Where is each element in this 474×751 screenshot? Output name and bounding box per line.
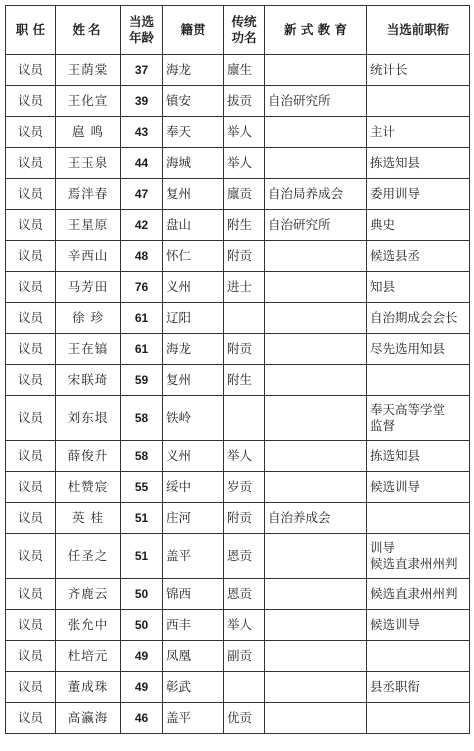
- position-line: 拣选知县: [370, 448, 421, 463]
- cell-education: [265, 117, 367, 148]
- position-line: 候选县丞: [370, 248, 421, 263]
- cell-age: 58: [121, 441, 163, 472]
- table-row: [6, 579, 470, 610]
- cell-native: 铁岭: [163, 396, 224, 441]
- position-line: 候选直隶州州判: [370, 556, 458, 571]
- cell-age: 55: [121, 472, 163, 503]
- cell-name: 薛俊升: [56, 441, 121, 472]
- cell-role: 议员: [6, 703, 56, 734]
- cell-title: [224, 396, 265, 441]
- cell-title: 附贡: [224, 334, 265, 365]
- cell-education: [265, 148, 367, 179]
- table-row: [6, 179, 470, 210]
- cell-native: 复州: [163, 365, 224, 396]
- position-line: 知县: [370, 279, 396, 294]
- position-line: 监督: [370, 418, 396, 433]
- cell-native: 奉天: [163, 117, 224, 148]
- cell-native: 彰武: [163, 672, 224, 703]
- cell-native: 海城: [163, 148, 224, 179]
- cell-name: 王玉泉: [56, 148, 121, 179]
- cell-native: 辽阳: [163, 303, 224, 334]
- header-name: 姓名: [56, 6, 121, 55]
- position-line: 候选训导: [370, 617, 421, 632]
- table-row: [6, 303, 470, 334]
- table-row: [6, 210, 470, 241]
- cell-title: [224, 672, 265, 703]
- cell-name: 辛西山: [56, 241, 121, 272]
- cell-name: 董成珠: [56, 672, 121, 703]
- cell-title: 恩贡: [224, 579, 265, 610]
- position-line: 训导: [370, 540, 396, 555]
- cell-role: 议员: [6, 303, 56, 334]
- position-line: 委用训导: [370, 186, 421, 201]
- cell-title: 附贡: [224, 503, 265, 534]
- cell-native: 西丰: [163, 610, 224, 641]
- table-row: [6, 86, 470, 117]
- cell-title: 附生: [224, 365, 265, 396]
- header-title: [224, 6, 265, 55]
- cell-title: 附生: [224, 210, 265, 241]
- cell-age: 59: [121, 365, 163, 396]
- position-line: 主计: [370, 124, 396, 139]
- cell-position: [367, 396, 470, 441]
- cell-name: 杜赞宸: [56, 472, 121, 503]
- cell-age: 39: [121, 86, 163, 117]
- cell-position: [367, 241, 470, 272]
- cell-position: [367, 365, 470, 396]
- cell-role: 议员: [6, 210, 56, 241]
- cell-position: [367, 334, 470, 365]
- cell-position: [367, 55, 470, 86]
- cell-role: 议员: [6, 579, 56, 610]
- cell-role: 议员: [6, 148, 56, 179]
- cell-age: 76: [121, 272, 163, 303]
- position-line: 县丞职衔: [370, 679, 421, 694]
- cell-name: 英 桂: [56, 503, 121, 534]
- header-native: 籍贯: [163, 6, 224, 55]
- cell-education: [265, 55, 367, 86]
- position-line: 统计长: [370, 62, 408, 77]
- cell-role: 议员: [6, 503, 56, 534]
- table-row: [6, 472, 470, 503]
- cell-name: 齐鹿云: [56, 579, 121, 610]
- cell-age: 47: [121, 179, 163, 210]
- cell-age: 50: [121, 610, 163, 641]
- table-row: [6, 641, 470, 672]
- cell-native: 庄河: [163, 503, 224, 534]
- cell-age: 61: [121, 303, 163, 334]
- table-row: [6, 534, 470, 579]
- table-row: [6, 117, 470, 148]
- cell-native: 海龙: [163, 334, 224, 365]
- cell-education: [265, 441, 367, 472]
- cell-native: 凤凰: [163, 641, 224, 672]
- header-age-line1: 当选: [128, 14, 154, 29]
- header-title-line2: 功名: [231, 30, 257, 45]
- cell-name: 王化宣: [56, 86, 121, 117]
- table-row: [6, 148, 470, 179]
- cell-title: 拔贡: [224, 86, 265, 117]
- cell-position: [367, 179, 470, 210]
- cell-native: 盖平: [163, 703, 224, 734]
- header-role: 职 任: [6, 6, 56, 55]
- cell-age: 50: [121, 579, 163, 610]
- cell-name: 杜培元: [56, 641, 121, 672]
- cell-age: 44: [121, 148, 163, 179]
- cell-native: 义州: [163, 272, 224, 303]
- cell-title: 举人: [224, 610, 265, 641]
- cell-position: [367, 472, 470, 503]
- cell-title: [224, 303, 265, 334]
- cell-role: 议员: [6, 610, 56, 641]
- cell-role: 议员: [6, 641, 56, 672]
- table-row: [6, 241, 470, 272]
- position-line: 候选训导: [370, 479, 421, 494]
- cell-title: 举人: [224, 117, 265, 148]
- cell-title: 副贡: [224, 641, 265, 672]
- cell-name: 王星原: [56, 210, 121, 241]
- cell-age: 42: [121, 210, 163, 241]
- cell-role: 议员: [6, 441, 56, 472]
- header-row: [6, 6, 470, 55]
- cell-education: [265, 303, 367, 334]
- cell-position: [367, 117, 470, 148]
- cell-name: 宋联琦: [56, 365, 121, 396]
- cell-position: [367, 610, 470, 641]
- cell-role: 议员: [6, 55, 56, 86]
- cell-role: 议员: [6, 472, 56, 503]
- cell-native: 盘山: [163, 210, 224, 241]
- cell-education: [265, 610, 367, 641]
- table-row: [6, 503, 470, 534]
- cell-role: 议员: [6, 179, 56, 210]
- header-position: 当选前职衔: [367, 6, 470, 55]
- cell-education: [265, 272, 367, 303]
- cell-role: 议员: [6, 86, 56, 117]
- cell-native: 绥中: [163, 472, 224, 503]
- cell-title: 举人: [224, 441, 265, 472]
- header-title-line1: 传统: [231, 14, 257, 29]
- cell-name: 高瀛海: [56, 703, 121, 734]
- header-age: [121, 6, 163, 55]
- cell-education: [265, 396, 367, 441]
- cell-name: 焉泮春: [56, 179, 121, 210]
- cell-title: 附贡: [224, 241, 265, 272]
- cell-name: 马芳田: [56, 272, 121, 303]
- cell-role: 议员: [6, 272, 56, 303]
- cell-role: 议员: [6, 334, 56, 365]
- cell-education: [265, 334, 367, 365]
- cell-position: [367, 272, 470, 303]
- cell-role: 议员: [6, 117, 56, 148]
- cell-education: 自治养成会: [265, 503, 367, 534]
- cell-education: 自治研究所: [265, 86, 367, 117]
- position-line: 典史: [370, 217, 396, 232]
- cell-title: 岁贡: [224, 472, 265, 503]
- cell-age: 51: [121, 534, 163, 579]
- cell-position: [367, 703, 470, 734]
- cell-native: 锦西: [163, 579, 224, 610]
- cell-age: 49: [121, 672, 163, 703]
- cell-education: [265, 703, 367, 734]
- position-line: 拣选知县: [370, 155, 421, 170]
- cell-education: [265, 472, 367, 503]
- table-row: [6, 55, 470, 86]
- roster-table: [5, 5, 470, 734]
- cell-position: [367, 579, 470, 610]
- cell-age: 49: [121, 641, 163, 672]
- table-row: [6, 441, 470, 472]
- cell-position: [367, 534, 470, 579]
- cell-age: 37: [121, 55, 163, 86]
- cell-education: [265, 579, 367, 610]
- cell-native: 海龙: [163, 55, 224, 86]
- cell-role: 议员: [6, 365, 56, 396]
- table-row: [6, 396, 470, 441]
- cell-position: [367, 503, 470, 534]
- cell-title: 进士: [224, 272, 265, 303]
- cell-native: 复州: [163, 179, 224, 210]
- table-row: [6, 334, 470, 365]
- cell-education: 自治局养成会: [265, 179, 367, 210]
- cell-age: 58: [121, 396, 163, 441]
- position-line: 自治期成会会长: [370, 310, 458, 325]
- cell-title: 廪贡: [224, 179, 265, 210]
- position-line: 尽先选用知县: [370, 341, 446, 356]
- cell-position: [367, 303, 470, 334]
- cell-age: 48: [121, 241, 163, 272]
- cell-position: [367, 210, 470, 241]
- cell-position: [367, 86, 470, 117]
- cell-education: [265, 641, 367, 672]
- cell-position: [367, 148, 470, 179]
- cell-name: 王在镐: [56, 334, 121, 365]
- cell-native: 义州: [163, 441, 224, 472]
- cell-education: 自治研究所: [265, 210, 367, 241]
- position-line: 候选直隶州州判: [370, 586, 458, 601]
- cell-position: [367, 672, 470, 703]
- table-row: [6, 365, 470, 396]
- table-row: [6, 672, 470, 703]
- cell-age: 61: [121, 334, 163, 365]
- cell-education: [265, 672, 367, 703]
- cell-title: 廪生: [224, 55, 265, 86]
- cell-name: 扈 鸣: [56, 117, 121, 148]
- cell-native: 盖平: [163, 534, 224, 579]
- cell-native: 镇安: [163, 86, 224, 117]
- cell-education: [265, 241, 367, 272]
- cell-age: 46: [121, 703, 163, 734]
- cell-role: 议员: [6, 534, 56, 579]
- cell-name: 任圣之: [56, 534, 121, 579]
- cell-title: 恩贡: [224, 534, 265, 579]
- cell-native: 怀仁: [163, 241, 224, 272]
- cell-role: 议员: [6, 672, 56, 703]
- cell-position: [367, 641, 470, 672]
- cell-education: [265, 534, 367, 579]
- position-line: 奉天高等学堂: [370, 402, 446, 417]
- cell-role: 议员: [6, 241, 56, 272]
- table-row: [6, 272, 470, 303]
- cell-role: 议员: [6, 396, 56, 441]
- roster-table-wrapper: [5, 5, 470, 734]
- cell-education: [265, 365, 367, 396]
- cell-position: [367, 441, 470, 472]
- header-age-line2: 年龄: [128, 30, 154, 45]
- cell-name: 刘东垠: [56, 396, 121, 441]
- table-row: [6, 703, 470, 734]
- cell-age: 51: [121, 503, 163, 534]
- cell-title: 举人: [224, 148, 265, 179]
- cell-name: 张允中: [56, 610, 121, 641]
- cell-name: 王荫棠: [56, 55, 121, 86]
- cell-age: 43: [121, 117, 163, 148]
- header-education: 新 式 教 育: [265, 6, 367, 55]
- roster-body: [6, 55, 470, 734]
- table-row: [6, 610, 470, 641]
- cell-name: 徐 珍: [56, 303, 121, 334]
- cell-title: 优贡: [224, 703, 265, 734]
